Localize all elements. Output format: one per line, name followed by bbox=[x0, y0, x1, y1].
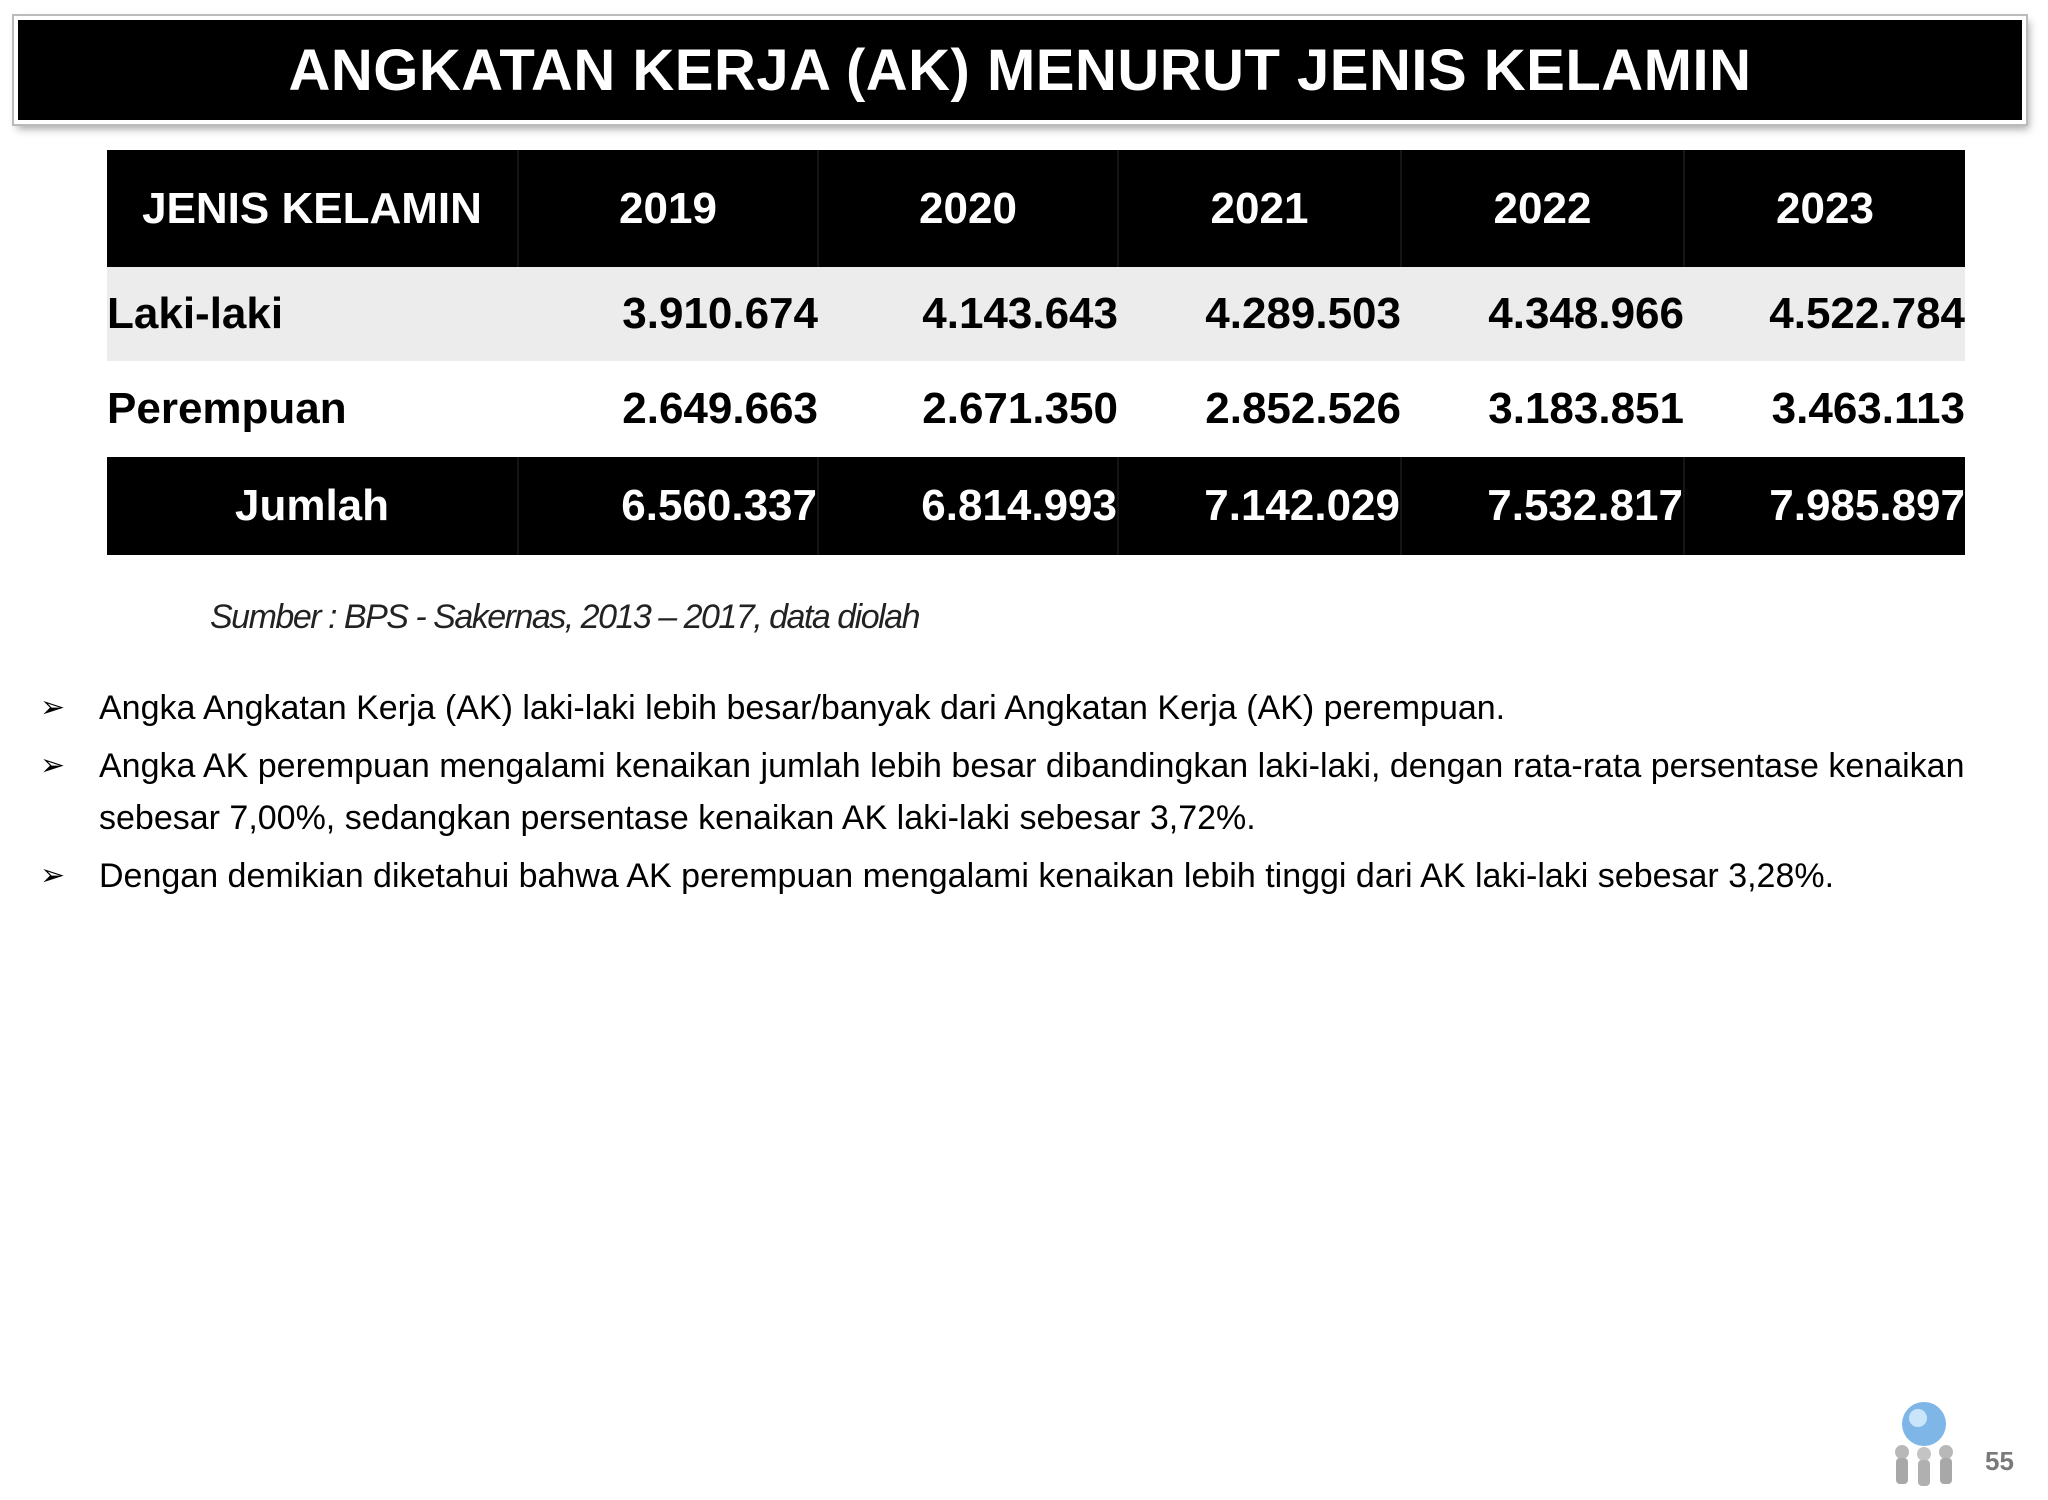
header-year: 2022 bbox=[1401, 150, 1684, 267]
row-label: Perempuan bbox=[107, 384, 347, 433]
table-cell: 7.532.817 bbox=[1401, 457, 1684, 555]
table-cell: 3.463.113 bbox=[1771, 384, 1965, 433]
list-item bbox=[40, 682, 1970, 734]
table-cell: 2.852.526 bbox=[1205, 384, 1401, 433]
header-gender: JENIS KELAMIN bbox=[107, 150, 518, 267]
row-label: Laki-laki bbox=[107, 289, 284, 338]
table-cell: 2.649.663 bbox=[622, 384, 818, 433]
table-header-row bbox=[107, 150, 1965, 267]
globe-people-icon bbox=[1888, 1400, 1960, 1492]
labor-force-table bbox=[107, 150, 1965, 555]
bullet-text: Angka AK perempuan mengalami kenaikan jumlah lebih besar dibandingkan laki-laki, dengan rata-rata persentase kenaikan sebesar 7,00%, sedangkan persentase kenaikan AK laki-laki sebesar 3,72%. bbox=[99, 747, 1965, 837]
table-cell: 4.289.503 bbox=[1205, 289, 1401, 338]
header-year: 2019 bbox=[518, 150, 818, 267]
table-cell: 4.348.966 bbox=[1488, 289, 1684, 338]
row-label: Jumlah bbox=[107, 457, 518, 555]
table-cell: 6.560.337 bbox=[518, 457, 818, 555]
header-year: 2023 bbox=[1776, 183, 1874, 233]
source-note: Sumber : BPS - Sakernas, 2013 – 2017, data diolah bbox=[210, 598, 919, 636]
table-cell: 4.143.643 bbox=[922, 289, 1118, 338]
table-cell: 6.814.993 bbox=[818, 457, 1118, 555]
bullet-list bbox=[40, 682, 1970, 908]
table-total-row bbox=[107, 457, 1965, 555]
bullet-text: Angka Angkatan Kerja (AK) laki-laki lebih besar/banyak dari Angkatan Kerja (AK) perempuan. bbox=[99, 689, 1506, 727]
table-cell: 7.985.897 bbox=[1769, 481, 1965, 530]
table-cell: 2.671.350 bbox=[922, 384, 1118, 433]
header-year: 2020 bbox=[818, 150, 1118, 267]
table-row bbox=[107, 267, 1965, 361]
page-number: 55 bbox=[1985, 1446, 2014, 1476]
arrow-bullet-icon: ➢ bbox=[40, 691, 66, 724]
bullet-text: Dengan demikian diketahui bahwa AK perempuan mengalami kenaikan lebih tinggi dari AK laki-laki sebesar 3,28%. bbox=[99, 857, 1835, 895]
arrow-bullet-icon: ➢ bbox=[40, 859, 66, 892]
arrow-bullet-icon: ➢ bbox=[40, 749, 66, 782]
table-cell: 4.522.784 bbox=[1769, 289, 1965, 338]
slide-title: ANGKATAN KERJA (AK) MENURUT JENIS KELAMIN bbox=[288, 37, 1752, 103]
table-cell: 3.183.851 bbox=[1488, 384, 1684, 433]
header-year: 2021 bbox=[1118, 150, 1401, 267]
title-bar bbox=[14, 16, 2026, 124]
list-item bbox=[40, 850, 1970, 902]
table-row bbox=[107, 361, 1965, 457]
table-cell: 7.142.029 bbox=[1118, 457, 1401, 555]
table-cell: 3.910.674 bbox=[622, 289, 818, 338]
list-item bbox=[40, 740, 1970, 844]
